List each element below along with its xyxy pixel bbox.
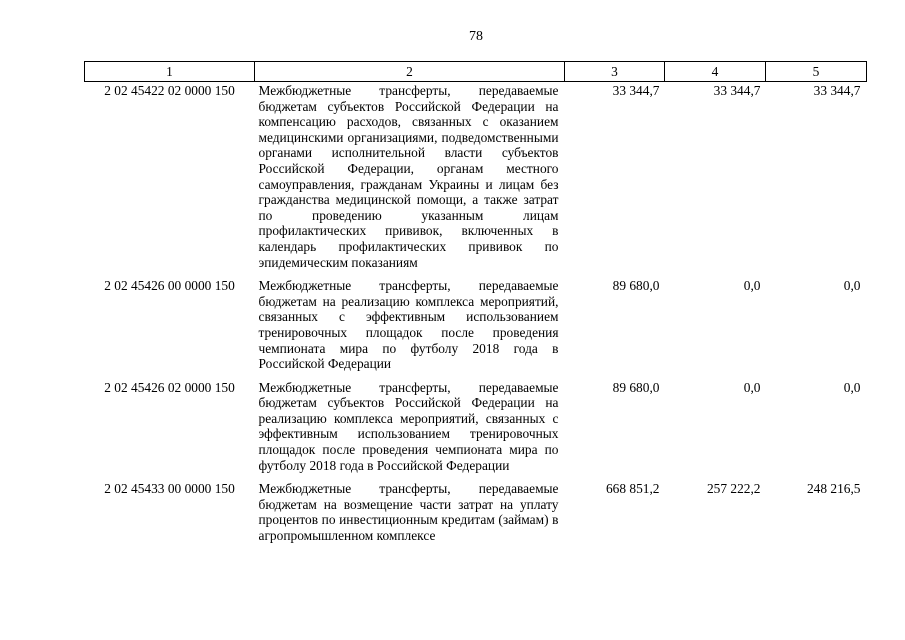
amount-col5-cell: 248 216,5 [806, 481, 861, 497]
amount-col5-cell: 0,0 [843, 278, 861, 294]
table-header-row [85, 62, 867, 82]
description-cell: Межбюджетные трансферты, передаваемые бюджетам на возмещение части затрат на уплату процентов по инвестиционным кредитам (займам) в агропромышленном комплексе [258, 481, 559, 544]
column-header-1: 1 [85, 62, 255, 82]
description-cell: Межбюджетные трансферты, передаваемые бюджетам субъектов Российской Федерации на компенсацию расходов, связанных с оказанием медицинскими организациями, подведомственными органами исполнительной власти субъектов Российской Федерации, органам местного самоуправления, гражданам Украины и лицам без гражданства медицинской помощи, а также затрат по проведению указанным лицам профилактических прививок, включенных в календарь профилактических прививок по эпидемическим показаниям [258, 83, 559, 270]
page-number: 78 [469, 29, 483, 44]
budget-table [84, 61, 867, 551]
amount-col3-cell: 89 680,0 [612, 278, 660, 294]
budget-code-cell: 2 02 45426 02 0000 150 [104, 379, 235, 395]
amount-col3-cell: 89 680,0 [612, 379, 660, 395]
description-cell: Межбюджетные трансферты, передаваемые бюджетам на реализацию комплекса мероприятий, связанных с эффективным использованием тренировочных площадок после проведения чемпионата мира по футболу 2018 года в Российской Федерации [258, 278, 559, 372]
amount-col4-cell: 33 344,7 [713, 83, 761, 98]
budget-code-cell: 2 02 45433 00 0000 150 [104, 481, 235, 497]
budget-code-cell: 2 02 45426 00 0000 150 [104, 278, 235, 294]
budget-code-cell: 2 02 45422 02 0000 150 [104, 83, 235, 98]
amount-col5-cell: 33 344,7 [813, 83, 861, 98]
amount-col4-cell: 0,0 [743, 278, 761, 294]
column-header-3: 3 [565, 62, 665, 82]
amount-col3-cell: 668 851,2 [605, 481, 660, 497]
table-row [85, 480, 867, 550]
amount-col5-cell: 0,0 [843, 379, 861, 395]
amount-col4-cell: 0,0 [743, 379, 761, 395]
table-row [85, 82, 867, 278]
amount-col4-cell: 257 222,2 [706, 481, 761, 497]
column-header-4: 4 [665, 62, 766, 82]
description-cell: Межбюджетные трансферты, передаваемые бюджетам субъектов Российской Федерации на реализацию комплекса мероприятий, связанных с эффективным использованием тренировочных площадок после проведения чемпионата мира по футболу 2018 года в Российской Федерации [258, 379, 559, 473]
table-row [85, 277, 867, 379]
column-header-2: 2 [255, 62, 565, 82]
column-header-5: 5 [766, 62, 867, 82]
table-row [85, 379, 867, 481]
amount-col3-cell: 33 344,7 [612, 83, 660, 98]
